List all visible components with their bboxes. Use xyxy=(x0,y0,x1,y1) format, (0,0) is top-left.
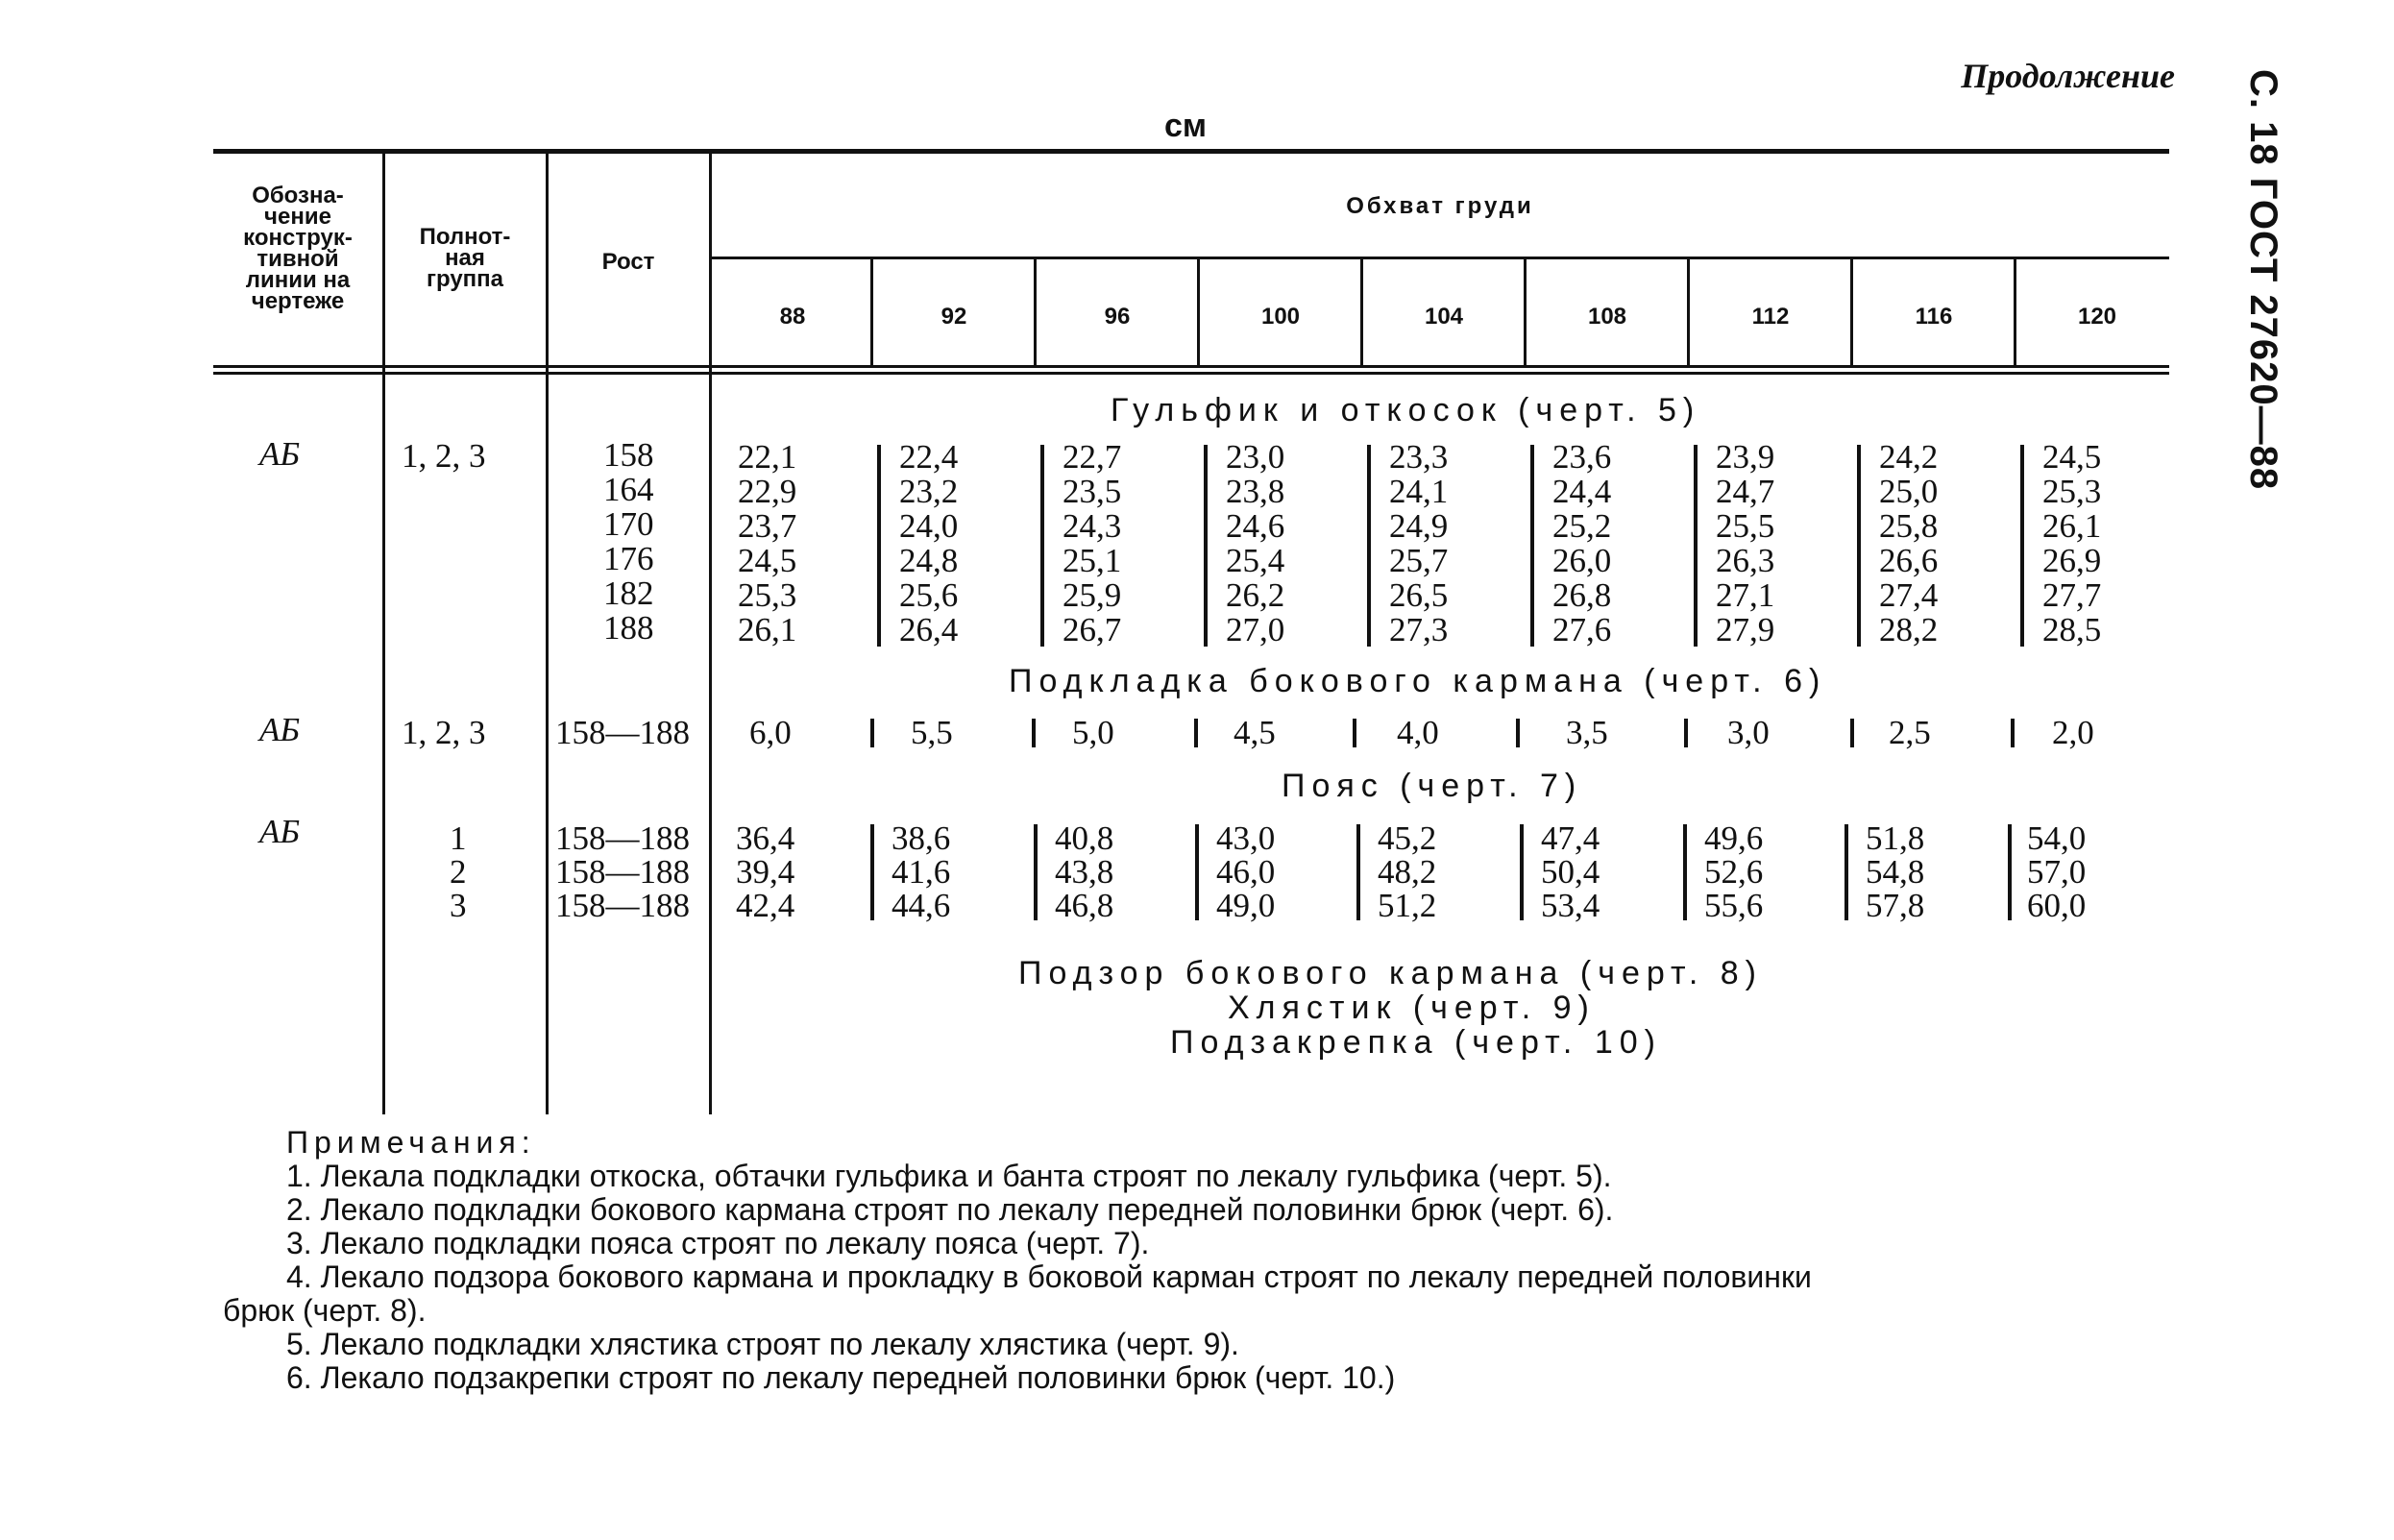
height-cell: 158—188 xyxy=(555,853,690,891)
value-cell: 43,8 xyxy=(1055,853,1114,891)
value-cell: 23,5 xyxy=(1063,473,1122,510)
height-cell: 164 xyxy=(603,471,654,508)
note-item: 1. Лекала подкладки откоска, обтачки гульфика и банта строят по лекалу гульфика (черт. 5). xyxy=(286,1159,1612,1193)
value-cell: 46,8 xyxy=(1055,887,1114,924)
value-cell: 23,2 xyxy=(899,473,959,510)
value-cell: 39,4 xyxy=(736,853,795,891)
value-cell: 28,2 xyxy=(1879,611,1939,648)
value-cell: 27,4 xyxy=(1879,576,1939,614)
value-cell: 46,0 xyxy=(1216,853,1276,891)
continuation-label: Продолжение xyxy=(1961,57,2175,95)
value-cell: 26,1 xyxy=(738,611,797,648)
col-header-designation: Обозна- чение конструк- тивной линии на чертеже xyxy=(243,183,353,314)
value-cell: 5,0 xyxy=(1072,714,1114,751)
value-cell: 47,4 xyxy=(1541,819,1600,857)
value-cell: 27,0 xyxy=(1226,611,1285,648)
designation-cell: АБ xyxy=(259,711,301,748)
value-cell: 24,2 xyxy=(1879,438,1939,476)
value-cell: 51,8 xyxy=(1866,819,1925,857)
value-cell: 24,8 xyxy=(899,542,959,579)
note-item: 4. Лекало подзора бокового кармана и прокладку в боковой карман строят по лекалу передней половинки xyxy=(286,1259,1812,1294)
value-cell: 25,9 xyxy=(1063,576,1122,614)
value-cell: 27,6 xyxy=(1552,611,1612,648)
height-cell: 158 xyxy=(603,436,654,474)
value-cell: 22,4 xyxy=(899,438,959,476)
value-cell: 43,0 xyxy=(1216,819,1276,857)
value-cell: 6,0 xyxy=(749,714,792,751)
section-title: Подзор бокового кармана (черт. 8) xyxy=(1018,955,1763,991)
value-cell: 27,9 xyxy=(1716,611,1775,648)
value-cell: 25,1 xyxy=(1063,542,1122,579)
height-cell: 158—188 xyxy=(555,887,690,924)
note-item: 5. Лекало подкладки хлястика строят по лекалу хлястика (черт. 9). xyxy=(286,1327,1239,1361)
value-cell: 54,0 xyxy=(2027,819,2087,857)
value-cell: 49,0 xyxy=(1216,887,1276,924)
fullness-cell: 1, 2, 3 xyxy=(402,437,486,475)
note-item: 2. Лекало подкладки бокового кармана строят по лекалу передней половинки брюк (черт. 6). xyxy=(286,1192,1614,1227)
value-cell: 5,5 xyxy=(911,714,953,751)
value-cell: 25,2 xyxy=(1552,507,1612,545)
value-cell: 53,4 xyxy=(1541,887,1600,924)
fullness-cell: 3 xyxy=(450,887,467,924)
designation-cell: АБ xyxy=(259,813,301,850)
value-cell: 28,5 xyxy=(2042,611,2102,648)
value-cell: 24,4 xyxy=(1552,473,1612,510)
value-cell: 24,7 xyxy=(1716,473,1775,510)
value-cell: 24,3 xyxy=(1063,507,1122,545)
value-cell: 23,0 xyxy=(1226,438,1285,476)
value-cell: 54,8 xyxy=(1866,853,1925,891)
value-cell: 24,5 xyxy=(738,542,797,579)
value-cell: 26,1 xyxy=(2042,507,2102,545)
value-cell: 41,6 xyxy=(892,853,951,891)
chest-size: 100 xyxy=(1260,304,1301,330)
value-cell: 40,8 xyxy=(1055,819,1114,857)
chest-size: 112 xyxy=(1751,304,1790,330)
chest-size: 120 xyxy=(2077,304,2117,330)
fullness-cell: 1, 2, 3 xyxy=(402,714,486,751)
value-cell: 25,4 xyxy=(1226,542,1285,579)
value-cell: 26,3 xyxy=(1716,542,1775,579)
value-cell: 2,5 xyxy=(1889,714,1931,751)
value-cell: 24,0 xyxy=(899,507,959,545)
unit-label: см xyxy=(1164,108,1208,144)
value-cell: 23,3 xyxy=(1389,438,1449,476)
value-cell: 49,6 xyxy=(1704,819,1764,857)
designation-cell: АБ xyxy=(259,435,301,473)
value-cell: 23,9 xyxy=(1716,438,1775,476)
section-title: Подкладка бокового кармана (черт. 6) xyxy=(1009,663,1827,699)
value-cell: 24,6 xyxy=(1226,507,1285,545)
value-cell: 48,2 xyxy=(1378,853,1437,891)
value-cell: 4,5 xyxy=(1234,714,1276,751)
height-cell: 188 xyxy=(603,609,654,647)
value-cell: 26,6 xyxy=(1879,542,1939,579)
value-cell: 60,0 xyxy=(2027,887,2087,924)
section-title: Хлястик (черт. 9) xyxy=(1228,990,1596,1026)
note-item: 6. Лекало подзакрепки строят по лекалу передней половинки брюк (черт. 10.) xyxy=(286,1360,1396,1395)
value-cell: 25,0 xyxy=(1879,473,1939,510)
chest-size: 116 xyxy=(1915,304,1953,330)
section-title: Пояс (черт. 7) xyxy=(1282,768,1583,804)
notes-title: Примечания: xyxy=(286,1125,536,1160)
value-cell: 24,1 xyxy=(1389,473,1449,510)
value-cell: 2,0 xyxy=(2052,714,2094,751)
value-cell: 23,8 xyxy=(1226,473,1285,510)
chest-size: 92 xyxy=(940,304,967,330)
value-cell: 27,1 xyxy=(1716,576,1775,614)
value-cell: 44,6 xyxy=(892,887,951,924)
value-cell: 3,5 xyxy=(1566,714,1608,751)
value-cell: 45,2 xyxy=(1378,819,1437,857)
chest-size: 96 xyxy=(1104,304,1131,330)
value-cell: 26,2 xyxy=(1226,576,1285,614)
value-cell: 24,9 xyxy=(1389,507,1449,545)
value-cell: 55,6 xyxy=(1704,887,1764,924)
value-cell: 51,2 xyxy=(1378,887,1437,924)
col-header-chest: Обхват груди xyxy=(1346,193,1534,219)
value-cell: 3,0 xyxy=(1727,714,1770,751)
chest-size: 108 xyxy=(1587,304,1627,330)
notes xyxy=(223,1126,2173,1395)
value-cell: 25,8 xyxy=(1879,507,1939,545)
col-header-height: Рост xyxy=(601,249,655,275)
height-cell: 158—188 xyxy=(555,819,690,857)
value-cell: 57,8 xyxy=(1866,887,1925,924)
value-cell: 22,7 xyxy=(1063,438,1122,476)
value-cell: 25,7 xyxy=(1389,542,1449,579)
col-header-fullness: Полнот- ная группа xyxy=(419,224,511,292)
value-cell: 27,3 xyxy=(1389,611,1449,648)
value-cell: 50,4 xyxy=(1541,853,1600,891)
value-cell: 25,6 xyxy=(899,576,959,614)
chest-size: 104 xyxy=(1424,304,1464,330)
value-cell: 26,4 xyxy=(899,611,959,648)
value-cell: 26,8 xyxy=(1552,576,1612,614)
height-cell: 170 xyxy=(603,505,654,543)
height-cell: 158—188 xyxy=(555,714,690,751)
height-cell: 182 xyxy=(603,574,654,612)
note-item: 3. Лекало подкладки пояса строят по лекалу пояса (черт. 7). xyxy=(286,1226,1150,1260)
fullness-cell: 2 xyxy=(450,853,467,891)
section-title: Гульфик и откосок (черт. 5) xyxy=(1111,392,1701,428)
section-title: Подзакрепка (черт. 10) xyxy=(1170,1024,1662,1061)
chest-size: 88 xyxy=(779,304,806,330)
value-cell: 26,7 xyxy=(1063,611,1122,648)
value-cell: 26,0 xyxy=(1552,542,1612,579)
value-cell: 52,6 xyxy=(1704,853,1764,891)
value-cell: 25,3 xyxy=(2042,473,2102,510)
value-cell: 23,6 xyxy=(1552,438,1612,476)
value-cell: 22,9 xyxy=(738,473,797,510)
page-side-label: С. 18 ГОСТ 27620—88 xyxy=(2242,69,2284,491)
value-cell: 26,9 xyxy=(2042,542,2102,579)
fullness-cell: 1 xyxy=(450,819,467,857)
value-cell: 42,4 xyxy=(736,887,795,924)
value-cell: 25,5 xyxy=(1716,507,1775,545)
value-cell: 4,0 xyxy=(1397,714,1439,751)
value-cell: 23,7 xyxy=(738,507,797,545)
value-cell: 26,5 xyxy=(1389,576,1449,614)
value-cell: 36,4 xyxy=(736,819,795,857)
value-cell: 57,0 xyxy=(2027,853,2087,891)
value-cell: 27,7 xyxy=(2042,576,2102,614)
value-cell: 25,3 xyxy=(738,576,797,614)
value-cell: 24,5 xyxy=(2042,438,2102,476)
value-cell: 38,6 xyxy=(892,819,951,857)
value-cell: 22,1 xyxy=(738,438,797,476)
note-item-continuation: брюк (черт. 8). xyxy=(223,1293,427,1328)
height-cell: 176 xyxy=(603,540,654,577)
